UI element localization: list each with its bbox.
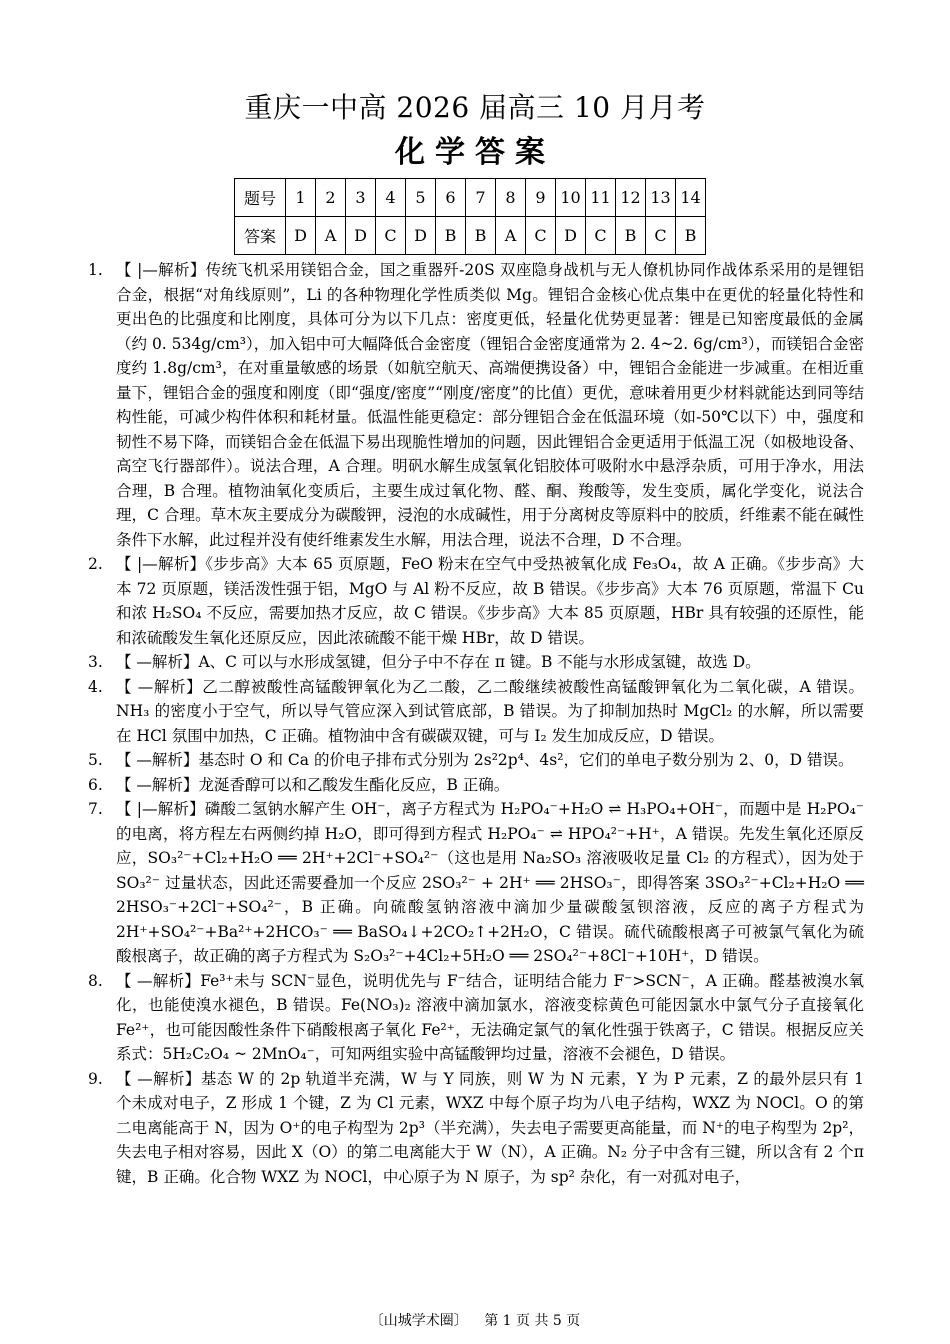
item-tag: 【 |—解析】: [116, 261, 206, 279]
item-body: [116, 552, 864, 650]
item-body: [116, 1067, 864, 1190]
question-number: 12: [616, 179, 646, 217]
item-body: [116, 675, 864, 749]
explanation-item: [88, 650, 864, 675]
explanation-item: [88, 748, 864, 773]
item-text: 乙二醇被酸性高锰酸钾氧化为乙二酸，乙二酸继续被酸性高锰酸钾氧化为二氧化碳，A 错误。NH₃ 的密度小于空气，所以导气管应深入到试管底部，B 错误。为了抑制加热时 MgCl₂ 的水解，所以需要在 HCl 氛围中加热，C 正确。植物油中含有碳碳双键，可与 I₂ 发生加成反应，D 错误。: [116, 677, 865, 745]
answer-cell: B: [676, 217, 706, 255]
question-number: 10: [556, 179, 586, 217]
item-text: 龙涎香醇可以和乙酸发生酯化反应，B 正确。: [198, 775, 510, 794]
answer-cell: B: [436, 217, 466, 255]
question-number: 5: [406, 179, 436, 217]
question-number: 14: [676, 179, 706, 217]
question-number-row: [235, 179, 706, 217]
item-text: 传统飞机采用镁铝合金，国之重器歼-20S 双座隐身战机与无人僚机协同作战体系采用的是锂铝合金，根据“对角线原则”，Li 的各种物理化学性质类似 Mg。锂铝合金核心优点集中在更优的轻量化特性和更出色的比强度和比刚度，具体可分为以下几点：密度更低，轻量化优势更显著：锂是已知密度最低的金属（约 0. 534g/cm³），加入铝中可大幅降低合金密度（锂铝合金密度通常为 2. 4~2. 6g/cm³），而镁铝合金密度约 1.8g/cm³，在对重量敏感的场景（如航空航天、高端便携设备）中，锂铝合金能进一步减重。在相近重量下，锂铝合金的强度和刚度（即“强度/密度”“刚度/密度”的比值）更优，意味着用更少材料就能达到同等结构性能，可减少构件体积和耗材量。低温性能更稳定：部分锂铝合金在低温环境（如-50℃以下）中，强度和韧性不易下降，而镁铝合金在低温下易出现脆性增加的问题，因此锂铝合金更适用于低温工况（如极地设备、高空飞行器部件）。说法合理，A 合理。明矾水解生成氢氧化铝胶体可吸附水中悬浮杂质，可用于净水，用法合理，B 合理。植物油氧化变质后，主要生成过氧化物、醛、酮、羧酸等，发生变质，属化学变化，说法合理，C 合理。草木灰主要成分为碳酸钾，浸泡的水成碱性，用于分离树皮等原料中的胶质，纤维素不能在碱性条件下水解，此过程并没有使纤维素发生水解，用法合理，说法不合理，D 不合理。: [116, 261, 864, 549]
answer-cell: B: [466, 217, 496, 255]
item-number: 4.: [88, 677, 103, 696]
question-number: 8: [496, 179, 526, 217]
question-number: 4: [376, 179, 406, 217]
answer-cell: C: [526, 217, 556, 255]
item-body: [116, 650, 864, 675]
item-tag: 【 |—解析】: [116, 800, 205, 818]
item-text: 基态时 O 和 Ca 的价电子排布式分别为 2s²2p⁴、4s²，它们的单电子数分别为 2、0，D 错误。: [198, 751, 854, 769]
item-text: Fe³⁺未与 SCN⁻显色，说明优先与 F⁻结合，证明结合能力 F⁻>SCN⁻，A 正确。醛基被溴水氧化，也能使溴水褪色，B 错误。Fe(NO₃)₂ 溶液中滴加氯水，溶液变棕黄色可能因氯水中氯气分子直接氧化 Fe²⁺，也可能因酸性条件下硝酸根离子氧化 Fe²⁺，无法确定氯气的氧化性强于铁离子，C 错误。根据反应关系式：5H₂C₂O₄ ~ 2MnO₄⁻，可知两组实验中高锰酸钾均过量，溶液不会褪色，D 错误。: [116, 971, 864, 1063]
item-body: [116, 258, 864, 552]
item-number: 5.: [88, 751, 103, 769]
item-number: 7.: [88, 800, 103, 818]
item-tag: 【 —解析】: [116, 677, 203, 696]
item-body: [116, 748, 864, 773]
explanation-item: [88, 969, 864, 1067]
answer-cell: C: [646, 217, 676, 255]
explanation-item: [88, 1067, 864, 1190]
page-title: 重庆一中高 2026 届高三 10 月月考: [244, 91, 706, 124]
question-number: 7: [466, 179, 496, 217]
item-number: 8.: [88, 971, 103, 990]
answer-cell: A: [496, 217, 526, 255]
item-tag: 【 —解析】: [116, 1069, 201, 1088]
item-number: 1.: [88, 261, 103, 279]
answer-cell: D: [286, 217, 316, 255]
item-text: A、C 可以与水形成氢键，但分子中不存在 π 键。B 不能与水形成氢键，故选 D。: [198, 653, 761, 671]
row-label-answer: 答案: [235, 217, 286, 255]
answer-cell: B: [616, 217, 646, 255]
page-subtitle: 化学答案: [395, 135, 555, 170]
item-text: 基态 W 的 2p 轨道半充满，W 与 Y 同族，则 W 为 N 元素，Y 为 P 元素，Z 的最外层只有 1 个未成对电子，Z 形成 1 个键，Z 为 Cl 元素，WXZ 中每个原子均为八电子结构，WXZ 为 NOCl。O 的第二电离能高于 N，因为 O⁺的电子构型为 2p³（半充满），失去电子需要更高能量，而 N⁺的电子构型为 2p²，失去电子相对容易，因此 X（O）的第二电离能大于 W（N），A 正确。N₂ 分子中含有三键，所以含有 2 个π键，B 正确。化合物 WXZ 为 NOCl，中心原子为 N 原子，为 sp² 杂化，有一对孤对电子，: [116, 1069, 864, 1186]
row-label-question: 题号: [235, 179, 286, 217]
footer-source: 〔山城学术圈〕: [369, 1313, 468, 1329]
answer-cell: C: [586, 217, 616, 255]
explanation-list: [88, 258, 864, 1189]
explanation-item: [88, 797, 864, 969]
item-tag: 【 —解析】: [116, 775, 199, 794]
answer-cell: D: [556, 217, 586, 255]
item-tag: 【 —解析】: [116, 751, 199, 769]
item-tag: 【 —解析】: [116, 653, 199, 671]
answer-cell: C: [376, 217, 406, 255]
answer-cell: A: [316, 217, 346, 255]
page-footer: [0, 1312, 950, 1330]
item-number: 9.: [88, 1069, 103, 1088]
question-number: 1: [286, 179, 316, 217]
item-number: 2.: [88, 555, 103, 573]
answer-cell: D: [346, 217, 376, 255]
question-number: 13: [646, 179, 676, 217]
question-number: 9: [526, 179, 556, 217]
explanation-item: [88, 675, 864, 749]
item-tag: 【 —解析】: [116, 971, 201, 990]
item-text: 《步步高》大本 65 页原题，FeO 粉末在空气中受热被氧化成 Fe₃O₄，故 A 正确。《步步高》大本 72 页原题，镁活泼性强于铝，MgO 与 Al 粉不反应，故 B 错误。《步步高》大本 76 页原题，常温下 Cu 和浓 H₂SO₄ 不反应，需要加热才反应，故 C 错误。《步步高》大本 85 页原题，HBr 具有较强的还原性，能和浓硫酸发生氧化还原反应，因此浓硫酸不能干燥 HBr，故 D 错误。: [116, 555, 864, 647]
question-number: 6: [436, 179, 466, 217]
question-number: 11: [586, 179, 616, 217]
explanation-item: [88, 552, 864, 650]
answer-cell: D: [406, 217, 436, 255]
item-text: 磷酸二氢钠水解产生 OH⁻，离子方程式为 H₂PO₄⁻+H₂O ⇌ H₃PO₄+OH⁻，而题中是 H₂PO₄⁻的电离，将方程左右两侧约掉 H₂O，即可得到方程式 H₂PO₄⁻ ⇌ HPO₄²⁻+H⁺，A 错误。先发生氧化还原反应，SO₃²⁻+Cl₂+H₂O ══ 2H⁺+2Cl⁻+SO₄²⁻（这也是用 Na₂SO₃ 溶液吸收足量 Cl₂ 的方程式），因为处于 SO₃²⁻ 过量状态，因此还需要叠加一个反应 2SO₃²⁻ + 2H⁺ ══ 2HSO₃⁻，即得答案 3SO₃²⁻+Cl₂+H₂O ══ 2HSO₃⁻+2Cl⁻+SO₄²⁻，B 正确。向硫酸氢钠溶液中滴加少量碳酸氢钡溶液，反应的离子方程式为 2H⁺+SO₄²⁻+Ba²⁺+2HCO₃⁻ ══ BaSO₄↓+2CO₂↑+2H₂O，C 错误。硫代硫酸根离子可被氯气氧化为硫酸根离子，故正确的离子方程式为 S₂O₃²⁻+4Cl₂+5H₂O ══ 2SO₄²⁻+8Cl⁻+10H⁺，D 错误。: [116, 800, 864, 965]
footer-page-number: 第 1 页 共 5 页: [484, 1313, 581, 1329]
question-number: 2: [316, 179, 346, 217]
item-tag: 【 |—解析】: [116, 555, 206, 573]
item-body: [116, 773, 864, 798]
item-body: [116, 969, 864, 1067]
item-body: [116, 797, 864, 969]
explanation-item: [88, 773, 864, 798]
item-number: 6.: [88, 775, 103, 794]
answer-table: [234, 178, 706, 255]
answer-row: [235, 217, 706, 255]
explanation-item: [88, 258, 864, 552]
item-number: 3.: [88, 653, 103, 671]
question-number: 3: [346, 179, 376, 217]
